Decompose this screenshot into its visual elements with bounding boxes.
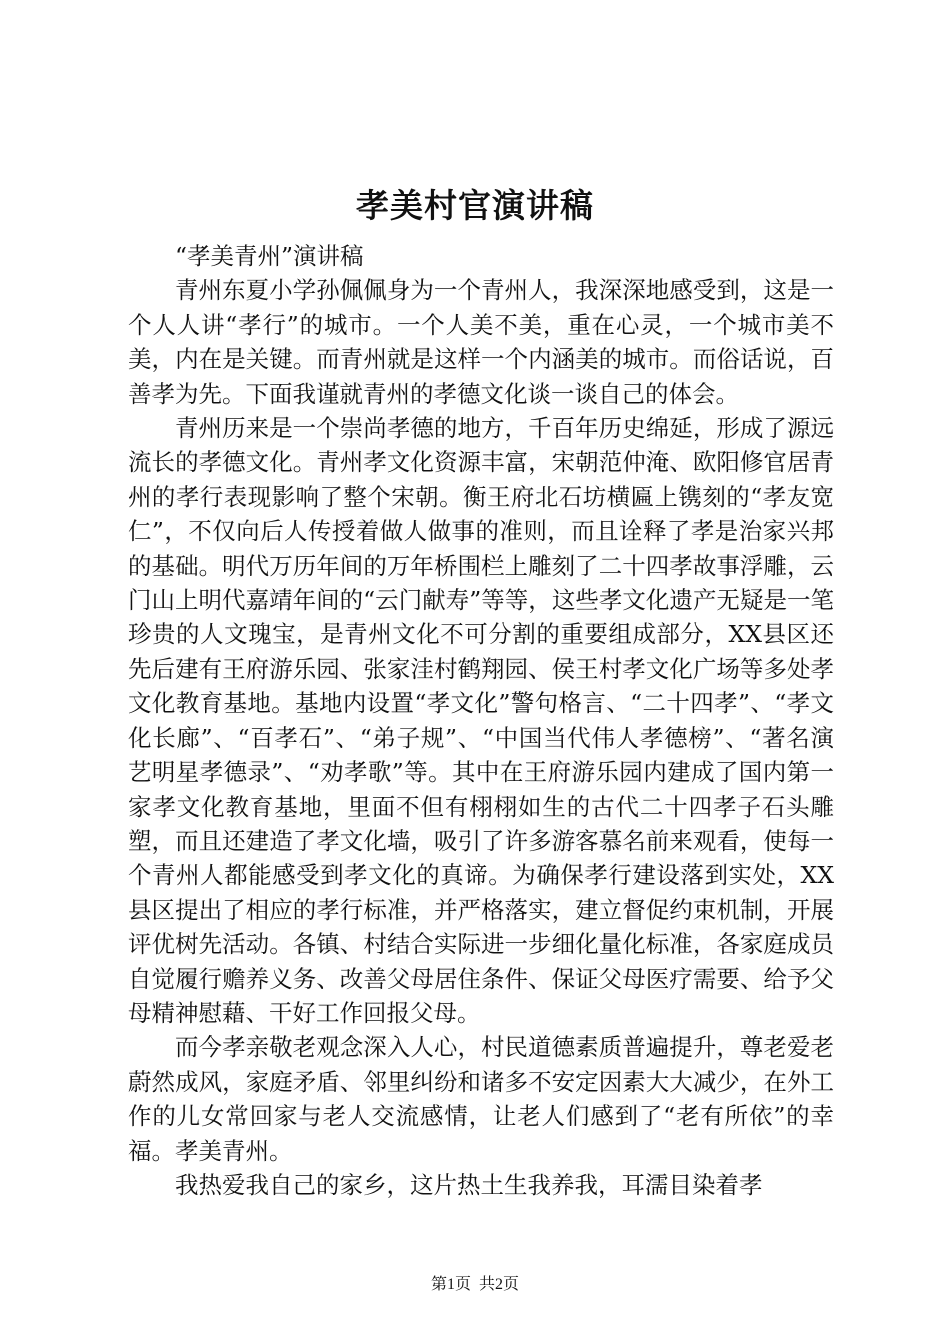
paragraph: 我热爱我自己的家乡，这片热土生我养我，耳濡目染着孝 — [175, 1170, 763, 1199]
paragraph: 青州东夏小学孙佩佩身为一个青州人，我深深地感受到，这是一个人人讲“孝行”的城市。一个人美不美，重在心灵，一个城市美不美，内在是关键。而青州就是这样一个内涵美的城市。而俗话说，百善孝为先。下面我谨就青州的孝德文化谈一谈自己的体会。 — [128, 276, 834, 408]
paragraph-subtitle: “孝美青州”演讲稿 — [175, 242, 364, 270]
page-number: 第1页 — [430, 1276, 471, 1293]
paragraph: 而今孝亲敬老观念深入人心，村民道德素质普遍提升，尊老爱老蔚然成风，家庭矛盾、邻里纠纷和诸多不安定因素大大减少，在外工作的儿女常回家与老人交流感情，让老人们感到了“老有所依”的幸福。孝美青州。 — [128, 1033, 834, 1165]
document-title: 孝美村官演讲稿 — [356, 186, 594, 225]
page-footer — [0, 1274, 950, 1296]
paragraph: 青州历来是一个崇尚孝德的地方，千百年历史绵延，形成了源远流长的孝德文化。青州孝文化资源丰富，宋朝范仲淹、欧阳修官居青州的孝行表现影响了整个宋朝。衡王府北石坊横匾上镌刻的“孝友宽仁”，不仅向后人传授着做人做事的准则，而且诠释了孝是治家兴邦的基础。明代万历年间的万年桥围栏上雕刻了二十四孝故事浮雕，云门山上明代嘉靖年间的“云门献寿”等等，这些孝文化遗产无疑是一笔珍贵的人文瑰宝，是青州文化不可分割的重要组成部分，XX县区还先后建有王府游乐园、张家洼村鹤翔园、侯王村孝文化广场等多处孝文化教育基地。基地内设置“孝文化”警句格言、“二十四孝”、“孝文化长廊”、“百孝石”、“弟子规”、“中国当代伟人孝德榜”、“著名演艺明星孝德录”、“劝孝歌”等。其中在王府游乐园内建成了国内第一家孝文化教育基地，里面不但有栩栩如生的古代二十四孝子石头雕塑，而且还建造了孝文化墙，吸引了许多游客慕名前来观看，使每一个青州人都能感受到孝文化的真谛。为确保孝行建设落到实处，XX县区提出了相应的孝行标准，并严格落实，建立督促约束机制，开展评优树先活动。各镇、村结合实际进一步细化量化标准，各家庭成员自觉履行赡养义务、改善父母居住条件、保证父母医疗需要、给予父母精神慰藉、干好工作回报父母。 — [128, 414, 834, 1027]
document-body — [128, 239, 834, 1202]
page-total: 共2页 — [479, 1276, 520, 1293]
